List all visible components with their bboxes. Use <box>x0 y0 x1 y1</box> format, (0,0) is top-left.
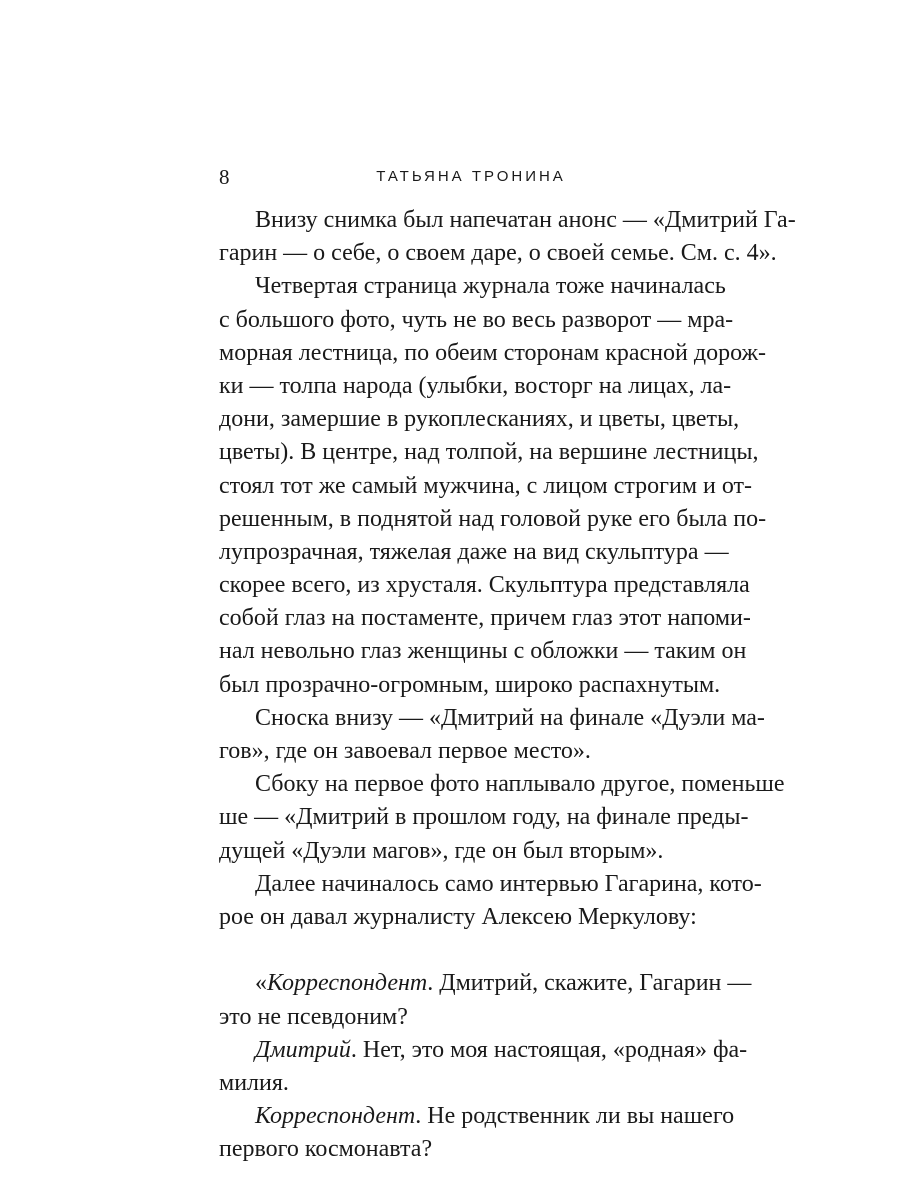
speaker-name: Корреспондент <box>267 970 428 997</box>
text-line: Сбоку на первое фото наплывало другое, поменьше <box>255 771 785 798</box>
paragraph <box>219 768 785 868</box>
text-line: Сноска внизу — «Дмитрий на финале «Дуэли ма- <box>255 704 765 731</box>
speech-text: . Не родственник ли вы нашего <box>415 1103 735 1130</box>
running-title: ТАТЬЯНА ТРОНИНА <box>376 168 566 185</box>
text-line: морная лестница, по обеим сторонам красной дорож- <box>219 339 767 366</box>
text-line: стоял тот же самый мужчина, с лицом строгим и от- <box>219 472 753 499</box>
body-text <box>219 204 796 1166</box>
page-number: 8 <box>219 165 230 189</box>
paragraph <box>219 868 762 934</box>
open-quote: « <box>255 970 267 997</box>
text-line: скорее всего, из хрусталя. Скульптура представляла <box>219 572 750 599</box>
speaker-name: Дмитрий <box>255 1036 351 1063</box>
text-line: гов», где он завоевал первое место». <box>219 738 591 764</box>
interview-exchange <box>219 967 752 1033</box>
text-line: это не псевдоним? <box>219 1003 408 1030</box>
text-line <box>219 1100 735 1133</box>
text-line: собой глаз на постаменте, причем глаз этот напоми- <box>219 605 751 632</box>
text-line: Четвертая страница журнала тоже начиналась <box>255 273 726 300</box>
text-line: был прозрачно-огромным, широко распахнутым. <box>219 671 721 698</box>
blank-line <box>219 934 724 967</box>
text-line: Далее начиналось само интервью Гагарина, кото- <box>255 870 762 897</box>
speaker-name: Корреспондент <box>255 1103 416 1130</box>
text-line: ки — толпа народа (улыбки, восторг на лицах, ла- <box>219 372 732 399</box>
text-line: ше — «Дмитрий в прошлом году, на финале преды- <box>219 804 749 831</box>
text-line: дущей «Дуэли магов», где он был вторым». <box>219 837 664 864</box>
interview-exchange <box>219 1034 748 1100</box>
paragraph <box>219 270 767 701</box>
speech-text: . Дмитрий, скажите, Гагарин — <box>427 970 752 997</box>
text-line <box>219 1034 748 1067</box>
speech-text: . Нет, это моя настоящая, «родная» фа- <box>350 1036 748 1063</box>
text-line: дони, замершие в рукоплесканиях, и цветы, цветы, <box>219 406 740 433</box>
text-line: нал невольно глаз женщины с обложки — таким он <box>219 638 747 665</box>
text-line: с большого фото, чуть не во весь разворот — мра- <box>219 306 734 333</box>
interview-exchange <box>219 1100 735 1166</box>
paragraph <box>219 702 765 768</box>
text-line <box>219 967 752 1000</box>
text-line: цветы). В центре, над толпой, на вершине лестницы, <box>219 439 759 466</box>
text-line: милия. <box>219 1069 289 1096</box>
text-line: рое он давал журналисту Алексею Меркулову: <box>219 903 697 930</box>
paragraph <box>219 204 796 270</box>
text-line: первого космонавта? <box>219 1136 433 1163</box>
text-line: Внизу снимка был напечатан анонс — «Дмитрий Га- <box>255 207 796 233</box>
text-line: гарин — о себе, о своем даре, о своей семье. См. с. 4». <box>219 240 777 267</box>
text-line: лупрозрачная, тяжелая даже на вид скульптура — <box>219 538 729 565</box>
text-line: решенным, в поднятой над головой руке его была по- <box>219 505 767 532</box>
